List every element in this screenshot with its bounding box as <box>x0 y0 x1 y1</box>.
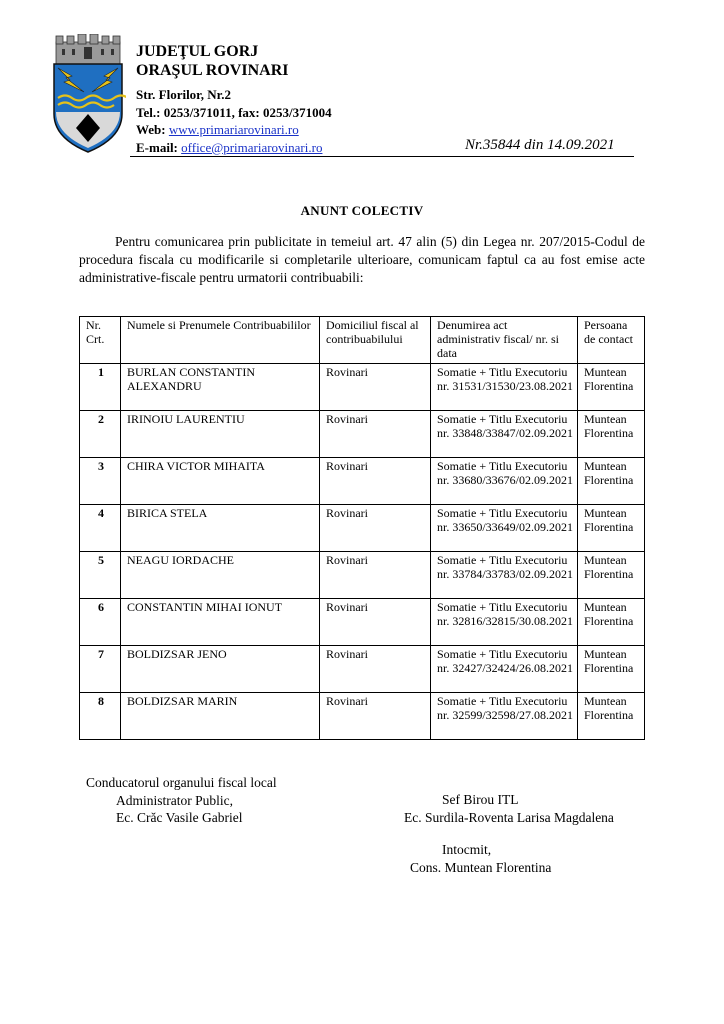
taxpayer-table <box>79 316 645 740</box>
cell-contact: Muntean Florentina <box>578 693 645 740</box>
cell-name: CONSTANTIN MIHAI IONUT <box>121 599 320 646</box>
cell-domicile: Rovinari <box>320 599 431 646</box>
cell-name: BURLAN CONSTANTIN ALEXANDRU <box>121 364 320 411</box>
cell-domicile: Rovinari <box>320 364 431 411</box>
email-line <box>136 139 332 157</box>
street-address: Str. Florilor, Nr.2 <box>136 87 231 102</box>
cell-act: Somatie + Titlu Executoriu nr. 32599/32598/27.08.2021 <box>431 693 578 740</box>
cell-act: Somatie + Titlu Executoriu nr. 33650/33649/02.09.2021 <box>431 505 578 552</box>
cell-nr: 3 <box>80 458 121 505</box>
signature-right <box>404 791 644 826</box>
cell-contact: Muntean Florentina <box>578 599 645 646</box>
intro-paragraph: Pentru comunicarea prin publicitate in temeiul art. 47 alin (5) din Legea nr. 207/2015-Codul de procedura fiscala cu modificarile si completarile ulterioare, comunicam faptul ca au fost emise acte administrative-fiscale pentru urmatorii contribuabili: <box>79 234 645 285</box>
coat-of-arms-icon <box>50 34 126 154</box>
email-link[interactable]: office@primariarovinari.ro <box>181 139 323 155</box>
cell-name: IRINOIU LAURENTIU <box>121 411 320 458</box>
cell-domicile: Rovinari <box>320 411 431 458</box>
table-header-row <box>80 317 645 364</box>
cell-nr: 7 <box>80 646 121 693</box>
web-line <box>136 121 332 139</box>
signature-left <box>86 774 277 827</box>
town-name: ORAŞUL ROVINARI <box>136 62 289 79</box>
cell-contact: Muntean Florentina <box>578 364 645 411</box>
cell-contact: Muntean Florentina <box>578 552 645 599</box>
cell-name: CHIRA VICTOR MIHAITA <box>121 458 320 505</box>
cell-act: Somatie + Titlu Executoriu nr. 33848/33847/02.09.2021 <box>431 411 578 458</box>
email-label: E-mail: <box>136 139 178 155</box>
cell-nr: 1 <box>80 364 121 411</box>
signature-right-name: Ec. Surdila-Roventa Larisa Magdalena <box>404 809 614 825</box>
table-row <box>80 552 645 599</box>
cell-name: BIRICA STELA <box>121 505 320 552</box>
web-link[interactable]: www.primariarovinari.ro <box>168 122 299 137</box>
signature-left-role: Administrator Public, <box>116 792 233 808</box>
contact-block <box>136 86 332 156</box>
cell-nr: 2 <box>80 411 121 458</box>
cell-name: BOLDIZSAR JENO <box>121 646 320 693</box>
table-row <box>80 505 645 552</box>
signature-left-heading: Conducatorul organului fiscal local <box>86 775 277 790</box>
table-row <box>80 364 645 411</box>
cell-name: BOLDIZSAR MARIN <box>121 693 320 740</box>
cell-act: Somatie + Titlu Executoriu nr. 32816/32815/30.08.2021 <box>431 599 578 646</box>
cell-domicile: Rovinari <box>320 552 431 599</box>
cell-contact: Muntean Florentina <box>578 411 645 458</box>
institution-header <box>136 42 288 80</box>
cell-nr: 5 <box>80 552 121 599</box>
header-domicile: Domiciliul fiscal al contribuabilului <box>320 317 431 364</box>
signature-right-role: Sef Birou ITL <box>442 792 519 807</box>
county-name: JUDEŢUL GORJ <box>136 43 259 60</box>
header-divider <box>130 156 634 157</box>
cell-nr: 6 <box>80 599 121 646</box>
header-name: Numele si Prenumele Contribuabililor <box>121 317 320 364</box>
table-row <box>80 646 645 693</box>
registration-number: Nr.35844 din 14.09.2021 <box>465 137 615 153</box>
cell-act: Somatie + Titlu Executoriu nr. 33784/33783/02.09.2021 <box>431 552 578 599</box>
table-row <box>80 693 645 740</box>
cell-domicile: Rovinari <box>320 458 431 505</box>
prepared-label: Intocmit, <box>442 842 492 857</box>
table-row <box>80 411 645 458</box>
cell-nr: 4 <box>80 505 121 552</box>
cell-act: Somatie + Titlu Executoriu nr. 33680/33676/02.09.2021 <box>431 458 578 505</box>
cell-name: NEAGU IORDACHE <box>121 552 320 599</box>
cell-contact: Muntean Florentina <box>578 505 645 552</box>
cell-nr: 8 <box>80 693 121 740</box>
web-label: Web: <box>136 122 166 137</box>
document-title: ANUNT COLECTIV <box>300 203 424 218</box>
header-nr: Nr. Crt. <box>80 317 121 364</box>
signature-left-name: Ec. Crăc Vasile Gabriel <box>116 810 243 825</box>
table-row <box>80 458 645 505</box>
prepared-name: Cons. Muntean Florentina <box>410 859 552 875</box>
cell-domicile: Rovinari <box>320 505 431 552</box>
cell-contact: Muntean Florentina <box>578 646 645 693</box>
header-contact: Persoana de contact <box>578 317 645 364</box>
prepared-by <box>410 841 551 876</box>
cell-act: Somatie + Titlu Executoriu nr. 32427/32424/26.08.2021 <box>431 646 578 693</box>
cell-domicile: Rovinari <box>320 646 431 693</box>
table-row <box>80 599 645 646</box>
header-act: Denumirea act administrativ fiscal/ nr. si data <box>431 317 578 364</box>
cell-domicile: Rovinari <box>320 693 431 740</box>
cell-contact: Muntean Florentina <box>578 458 645 505</box>
phone-fax: Tel.: 0253/371011, fax: 0253/371004 <box>136 104 332 120</box>
cell-act: Somatie + Titlu Executoriu nr. 31531/31530/23.08.2021 <box>431 364 578 411</box>
